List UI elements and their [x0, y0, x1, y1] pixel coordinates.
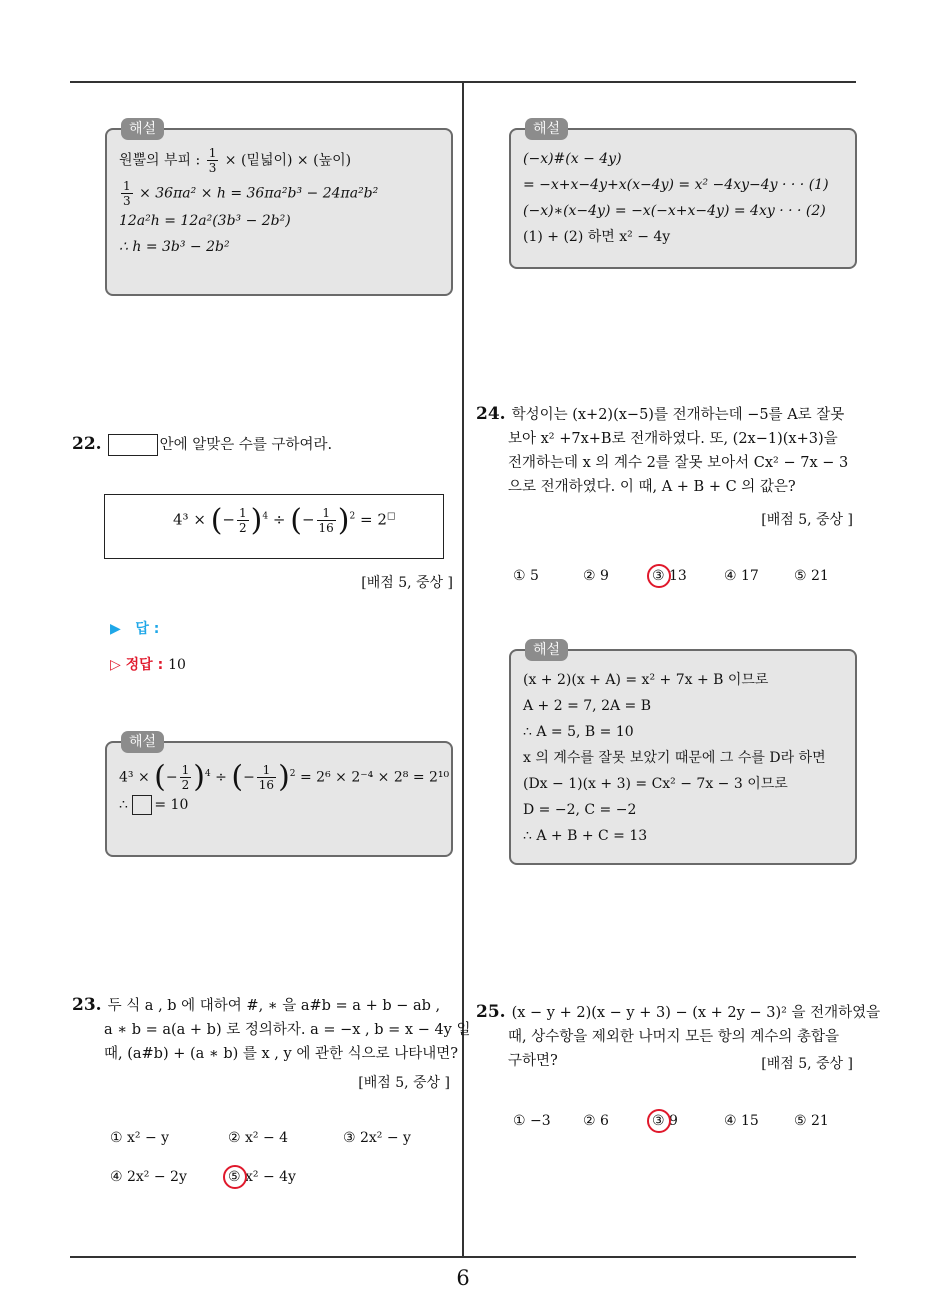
question-number: 24. [476, 404, 506, 424]
equation-operator: ÷ [272, 510, 286, 529]
choice-1[interactable]: ① 5 [513, 568, 539, 584]
choice-3[interactable]: ③ 9 [652, 1113, 678, 1129]
points-label: [배점 5, 중상 ] [761, 1056, 853, 1072]
page-number: 6 [456, 1266, 470, 1290]
solution-line: ∴ A = 5, B = 10 [523, 724, 634, 740]
fraction: $\frac{1}{2}$ [238, 506, 247, 535]
solution-line: (−x)#(x − 4y) [523, 151, 622, 167]
choice-2[interactable]: ② 9 [583, 568, 609, 584]
question-text: 두 식 a , b 에 대하여 #, ∗ 을 a#b = a + b − ab , [107, 998, 441, 1014]
solution-line: 12a²h = 12a²(3b³ − 2b²) [119, 213, 291, 229]
solution-line: (Dx − 1)(x + 3) = Cx² − 7x − 3 이므로 [523, 776, 788, 792]
points-label: [배점 5, 중상 ] [761, 512, 853, 528]
solution-tag: 해설 [121, 118, 164, 140]
choice-3[interactable]: ③ 13 [652, 568, 687, 584]
exponent-box: □ [386, 511, 396, 522]
question-text: 학성이는 (x+2)(x−5)를 전개하는데 −5를 A로 잘못 [511, 407, 845, 423]
solution-line: x 의 계수를 잘못 보았기 때문에 그 수를 D라 하면 [523, 750, 826, 766]
fraction: $\frac{1}{3}$ [208, 146, 217, 175]
solution-text: × 36πa² × h = 36πa²b³ − 24πa²b² [139, 185, 379, 202]
points-label: [배점 5, 중상 ] [358, 1075, 450, 1091]
correct-mark-circle [647, 1109, 671, 1133]
question-text: 안에 알맞은 수를 구하여라. [159, 437, 333, 453]
solution-line: (x + 2)(x + A) = x² + 7x + B 이므로 [523, 672, 769, 688]
question-23 [72, 993, 471, 1066]
solution-line: A + 2 = 7, 2A = B [523, 698, 652, 714]
solution-box-top-right [509, 121, 857, 269]
solution-line: 4³ × (− $\frac{1}{2}$ )$^4$ ÷ (− $\frac{1}{16}$ )$^2$ = 2⁶ × 2⁻⁴ × 2⁸ = 2¹⁰ [119, 759, 450, 795]
question-text: 으로 전개하였다. 이 때, A + B + C 의 값은? [508, 479, 796, 495]
solution-tag: 해설 [525, 639, 568, 661]
solution-line [119, 179, 439, 208]
solution-line: D = −2, C = −2 [523, 802, 637, 818]
correct-value: 10 [168, 657, 186, 673]
solution-line: (1) + (2) 하면 x² − 4y [523, 229, 671, 245]
fraction: $\frac{1}{16}$ [318, 506, 334, 535]
solution-text: × (밑넓이) × (높이) [224, 152, 352, 169]
answer-blank [108, 434, 158, 456]
question-22 [72, 432, 332, 457]
exponent: 2 [349, 511, 356, 522]
correct-mark-circle [647, 564, 671, 588]
solution-line: (−x)∗(x−4y) = −x(−x+x−4y) = 4xy · · · (2) [523, 203, 826, 219]
solution-text: 원뿔의 부피 : [119, 152, 201, 169]
solution-line: ∴ h = 3b³ − 2b² [119, 239, 230, 255]
question-text: 전개하는데 x 의 계수 2를 잘못 보아서 Cx² − 7x − 3 [508, 455, 849, 471]
solution-tag: 해설 [525, 118, 568, 140]
equation-box [104, 494, 444, 559]
question-text: 때, 상수항을 제외한 나머지 모든 항의 계수의 총합을 [508, 1029, 840, 1045]
solution-box-q22 [105, 734, 453, 857]
choice-5[interactable]: ⑤ 21 [794, 568, 829, 584]
play-icon: ▶ [110, 621, 121, 637]
correct-mark-circle [223, 1165, 247, 1189]
choice-4[interactable]: ④ 17 [724, 568, 759, 584]
choice-1[interactable]: ① −3 [513, 1113, 551, 1129]
question-text: 구하면? [508, 1053, 558, 1069]
fraction: $\frac{1}{3}$ [123, 179, 131, 208]
solution-line: ∴ = 10 [119, 797, 189, 814]
question-text: (x − y + 2)(x − y + 3) − (x + 2y − 3)² 을 전개하였을 [511, 1005, 881, 1021]
choice-1[interactable]: ① x² − y [110, 1130, 170, 1146]
question-number: 25. [476, 1002, 506, 1022]
choice-5[interactable]: ⑤ 21 [794, 1113, 829, 1129]
choice-2[interactable]: ② x² − 4 [228, 1130, 289, 1146]
fraction: $\frac{1}{2}$ [181, 763, 190, 793]
question-number: 22. [72, 434, 102, 454]
correct-answer: ▷ 정답 : 10 [110, 657, 186, 673]
question-text: a ∗ b = a(a + b) 로 정의하자. a = −x , b = x − 4y 일 [104, 1022, 471, 1038]
choice-3[interactable]: ③ 2x² − y [343, 1130, 411, 1146]
choice-4[interactable]: ④ 2x² − 2y [110, 1169, 187, 1185]
equation-term: = 2 [360, 510, 387, 529]
triangle-outline-icon: ▷ [110, 657, 121, 673]
question-24 [476, 402, 866, 499]
question-text: 때, (a#b) + (a ∗ b) 를 x , y 에 관한 식으로 나타내면? [104, 1046, 458, 1062]
question-number: 23. [72, 995, 102, 1015]
solution-tag: 해설 [121, 731, 164, 753]
answer-label: ▶ 답 : [110, 621, 160, 637]
choice-5[interactable]: ⑤ x² − 4y [228, 1169, 296, 1185]
question-text: 보아 x² +7x+B로 전개하였다. 또, (2x−1)(x+3)을 [508, 431, 838, 447]
solution-line [119, 146, 439, 175]
column-divider [462, 83, 464, 1257]
exponent: 4 [262, 511, 269, 522]
solution-box-top-left [105, 121, 453, 296]
solution-line: ∴ A + B + C = 13 [523, 828, 648, 844]
choice-4[interactable]: ④ 15 [724, 1113, 759, 1129]
solution-box-q24 [509, 642, 857, 865]
equation-term: 4³ × [173, 510, 206, 529]
bottom-rule [70, 1256, 856, 1258]
solution-line: = −x+x−4y+x(x−4y) = x² −4xy−4y · · · (1) [523, 177, 829, 193]
fraction: $\frac{1}{16}$ [258, 763, 275, 793]
answer-blank [132, 795, 152, 815]
choice-2[interactable]: ② 6 [583, 1113, 609, 1129]
equation: 4³ × (− $\frac{1}{2}$ )$^4$ ÷ (− $\frac{1}{16}$ )$^2$ = 2□ [173, 503, 396, 538]
points-label: [배점 5, 중상 ] [361, 575, 453, 591]
